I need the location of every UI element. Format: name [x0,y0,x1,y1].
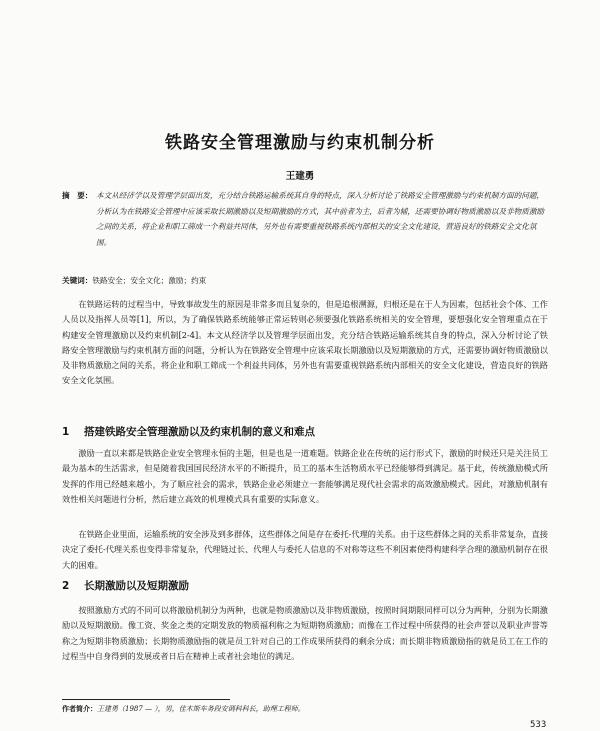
footnote-text: 王建勇（1987 — ），男，佳木斯车务段安调科科长，助理工程师。 [97,705,305,713]
section-1-title: 搭建铁路安全管理激励以及约束机制的意义和难点 [84,426,315,438]
section-1-heading [62,424,548,439]
section-1-paragraph-1: 激励一直以来都是铁路企业安全管理永恒的主题，但是也是一道难题。铁路企业在传统的运行形式下，激励的时候还只是关注员工最为基本的生活需求，但是随着我国国民经济水平的不断提升，员工的基本生活物质水平已经能够得到满足。基于此，传统激励模式所发挥的作用已经越来越小，为了顺应社会的需求，铁路企业必须建立一套能够满足现代社会需求的高效激励模式。因此，对激励机制有效性相关问题进行分析，然后建立高效的机理模式具有重要的实际意义。 [62,448,548,504]
keywords-text: 铁路安全；安全文化；激励；约束 [92,276,207,285]
abstract [62,188,548,250]
page-number: 533 [530,720,547,730]
abstract-text: 本文从经济学以及管理学层面出发，充分结合铁路运输系统其自身的特点，深入分析讨论了铁路安全管理激励与约束机制方面的问题，分析认为在铁路安全管理中应该采取长期激励以及短期激励的方式，其中前者为主，后者为辅，还需要协调好物质激励以及非物质激励之间的关系，将企业和职工筛成一个利益共同体，另外也有需要重视铁路系统内部相关的安全文化建设，营造良好的铁路安全文化氛围。 [96,191,545,247]
author-footnote [62,704,548,714]
paper-title: 铁路安全管理激励与约束机制分析 [165,133,435,153]
section-2-paragraph-1: 按照激励方式的不同可以将激励机制分为两种，也就是物质激励以及非物质激励，按照时间期限同样可以分为两种，分别为长期激励以及短期激励。像工资、奖金之类的定期发放的物质福利称之为短期物质激励；而像在工作过程中所获得的社会声誉以及职业声誉等称之为短期非物质激励；长期物质激励指的就是员工针对自己的工作成果所获得的剩余分成；而长期非物质激励指的就是员工在工作的过程当中自身得到的发展或者日后在精神上或者社会地位的满足。 [62,605,548,661]
section-2-title: 长期激励以及短期激励 [84,580,189,592]
footnote-rule [62,699,230,700]
keywords-label: 关键词： [62,276,93,285]
intro-paragraph: 在铁路运转的过程当中，导致事故发生的原因是非常多而且复杂的，但是追根溯源，归根还是在于人为因素，包括社会个体、工作人员以及指挥人员等[1]，所以，为了确保铁路系统能够正常运转则必须要强化铁路系统相关的安全管理，要想强化安全管理重点在于构建安全管理激励以及约束机制[2-4]。本文从经济学以及管理学层面出发，充分结合铁路运输系统其自身的特点，深入分析讨论了铁路安全管理激励与约束机制方面的问题，分析认为在铁路安全管理中应该采取长期激励以及短期激励的方式，还需要协调好物质激励以及非物质激励之间的关系，将企业和职工筛成一个利益共同体，另外也有需要重视铁路系统内部相关的安全文化建设，营造良好的铁路安全文化氛围。 [62,299,548,386]
footnote-label: 作者简介： [62,705,97,713]
section-2-number: 2 [62,580,70,592]
section-1-number: 1 [62,426,70,438]
section-1-paragraph-2: 在铁路企业里面，运输系统的安全涉及到多群体，这些群体之间是存在委托-代理的关系。由于这些群体之间的关系非常复杂，直接决定了委托-代理关系也变得非常复杂，代理链过长、代理人与委托人信息的不对称等这些不利因素使得构建科学合理的激励机制存在很大的困难。 [62,529,548,570]
author-name: 王建勇 [285,171,315,182]
abstract-label: 摘 要： [62,191,93,200]
section-2-heading [62,578,548,593]
keywords [62,275,548,287]
